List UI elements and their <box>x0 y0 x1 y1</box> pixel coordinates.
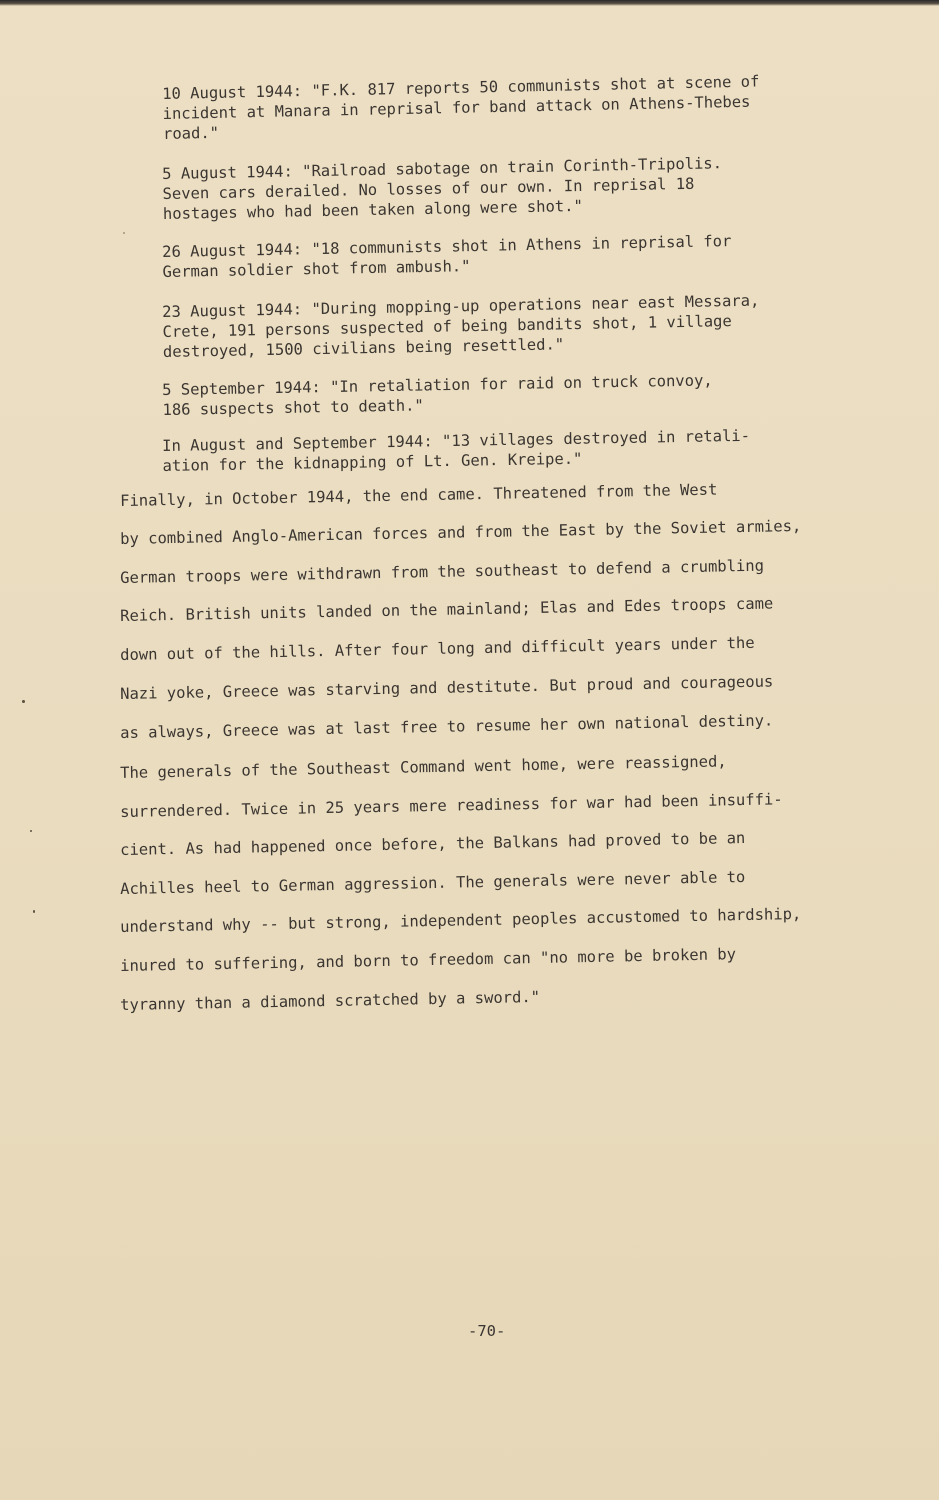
report-entry-5: 5 September 1944: "In retaliation for raid on truck convoy, 186 suspects shot to death." <box>162 371 713 419</box>
report-entry-1: 10 August 1944: "F.K. 817 reports 50 communists shot at scene of incident at Manara in reprisal for band attack on Athens-Thebes road." <box>162 72 760 143</box>
paper-speck <box>123 232 125 234</box>
scan-top-edge <box>0 0 939 6</box>
report-entry-2: 5 August 1944: "Railroad sabotage on train Corinth-Tripolis. Seven cars derailed. No losses of our own. In reprisal 18 hostages who had been taken along were shot." <box>162 154 723 223</box>
report-entry-3: 26 August 1944: "18 communists shot in Athens in reprisal for German soldier shot from ambush." <box>162 232 732 281</box>
paragraph-line: Finally, in October 1944, the end came. Threatened from the West <box>120 480 718 510</box>
paragraph-line: understand why -- but strong, independent peoples accustomed to hardship, <box>120 904 802 936</box>
paragraph-line: The generals of the Southeast Command went home, were reassigned, <box>120 752 727 782</box>
paragraph-line: tyranny than a diamond scratched by a sword." <box>120 987 541 1014</box>
paragraph-line: Nazi yoke, Greece was starving and destitute. But proud and courageous <box>120 672 774 703</box>
paragraph-line: Achilles heel to German aggression. The generals were never able to <box>120 867 746 898</box>
paragraph-line: down out of the hills. After four long and difficult years under the <box>120 633 755 664</box>
paper-speck <box>30 830 32 832</box>
paper-speck <box>33 910 35 913</box>
paragraph-line: as always, Greece was at last free to resume her own national destiny. <box>120 711 774 742</box>
paragraph-line: surrendered. Twice in 25 years mere readiness for war had been insuffi- <box>120 790 783 821</box>
paragraph-line: inured to suffering, and born to freedom can "no more be broken by <box>120 945 737 975</box>
paper-speck <box>22 700 25 703</box>
report-entry-4: 23 August 1944: "During mopping-up operations near east Messara, Crete, 191 persons suspected of being bandits shot, 1 village destroyed, 1500 civilians being resettled." <box>162 291 760 361</box>
paragraph-line: Reich. British units landed on the mainland; Elas and Edes troops came <box>120 594 774 625</box>
paragraph-line: by combined Anglo-American forces and from the East by the Soviet armies, <box>120 516 802 548</box>
paragraph-line: German troops were withdrawn from the southeast to defend a crumbling <box>120 556 765 587</box>
paragraph-line: cient. As had happened once before, the Balkans had proved to be an <box>120 828 746 859</box>
report-entry-6: In August and September 1944: "13 villages destroyed in retali- ation for the kidnapping of Lt. Gen. Kreipe." <box>162 426 751 475</box>
page-number: -70- <box>468 1322 506 1340</box>
